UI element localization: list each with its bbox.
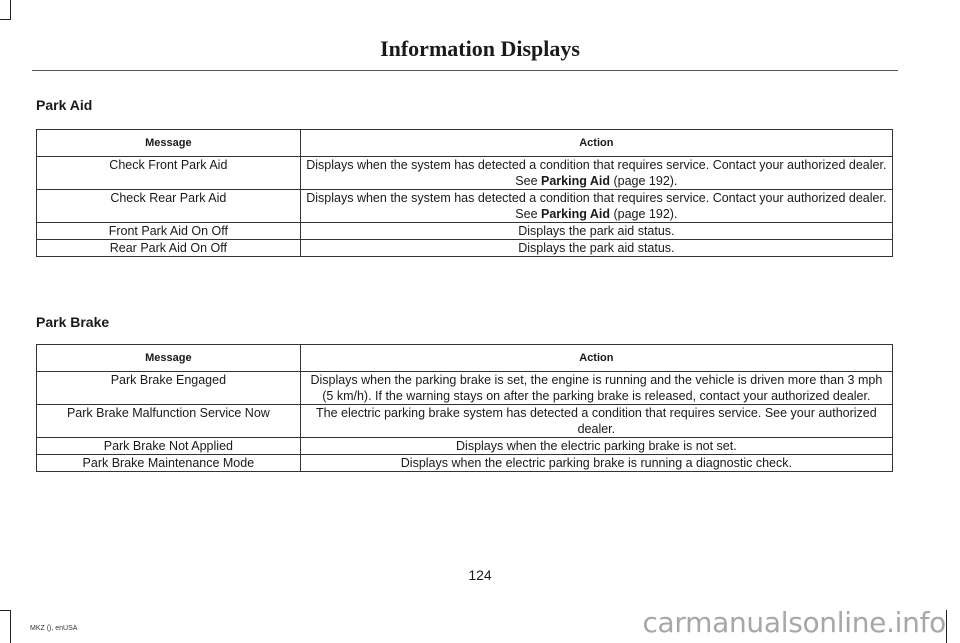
- page-title: Information Displays: [380, 36, 580, 61]
- park-aid-table: [36, 129, 893, 257]
- message-cell: Rear Park Aid On Off: [37, 240, 301, 257]
- action-cell: Displays the park aid status.: [300, 223, 892, 240]
- page-reference: Parking Aid: [541, 207, 610, 221]
- action-text: Displays when the system has detected a condition that requires service. Contact your authorized dealer. See: [306, 191, 887, 221]
- action-cell: [300, 157, 892, 190]
- section-title-park-aid: Park Aid: [36, 97, 93, 113]
- page-reference-number: (page 192).: [610, 207, 678, 221]
- table-header-row: [37, 130, 893, 157]
- crop-mark: [0, 19, 11, 20]
- crop-mark: [10, 0, 11, 20]
- message-cell: Check Front Park Aid: [37, 157, 301, 190]
- page-reference: Parking Aid: [541, 174, 610, 188]
- table-row: [37, 223, 893, 240]
- page-number: 124: [468, 567, 492, 583]
- watermark-text[interactable]: carmanualsonline.info: [642, 606, 946, 639]
- table-header-row: [37, 345, 893, 372]
- crop-mark: [10, 610, 11, 643]
- column-header-action: Action: [300, 345, 892, 372]
- table-row: [37, 455, 893, 472]
- section-title-park-brake: Park Brake: [36, 314, 110, 330]
- page-reference-number: (page 192).: [610, 174, 678, 188]
- table-row: [37, 372, 893, 405]
- column-header-message: Message: [37, 130, 301, 157]
- column-header-action: Action: [300, 130, 892, 157]
- action-cell: Displays the park aid status.: [300, 240, 892, 257]
- action-cell: The electric parking brake system has detected a condition that requires service. See your authorized dealer.: [300, 405, 892, 438]
- message-cell: Park Brake Malfunction Service Now: [37, 405, 301, 438]
- action-text: Displays when the system has detected a condition that requires service. Contact your authorized dealer. See: [306, 158, 887, 188]
- message-cell: Park Brake Engaged: [37, 372, 301, 405]
- header-divider: [32, 70, 898, 71]
- crop-mark: [946, 610, 947, 643]
- footer-model-label: MKZ (), enUSA: [30, 625, 78, 632]
- crop-mark: [0, 610, 11, 611]
- table-row: [37, 157, 893, 190]
- message-cell: Park Brake Not Applied: [37, 438, 301, 455]
- action-cell: Displays when the electric parking brake is not set.: [300, 438, 892, 455]
- message-cell: Park Brake Maintenance Mode: [37, 455, 301, 472]
- table-row: [37, 240, 893, 257]
- park-brake-table: [36, 344, 893, 472]
- table-row: [37, 190, 893, 223]
- action-cell: [300, 190, 892, 223]
- message-cell: Check Rear Park Aid: [37, 190, 301, 223]
- action-cell: Displays when the parking brake is set, the engine is running and the vehicle is driven more than 3 mph (5 km/h). If the warning stays on after the parking brake is released, contact your authorized dealer.: [300, 372, 892, 405]
- message-cell: Front Park Aid On Off: [37, 223, 301, 240]
- table-row: [37, 438, 893, 455]
- table-row: [37, 405, 893, 438]
- column-header-message: Message: [37, 345, 301, 372]
- action-cell: Displays when the electric parking brake is running a diagnostic check.: [300, 455, 892, 472]
